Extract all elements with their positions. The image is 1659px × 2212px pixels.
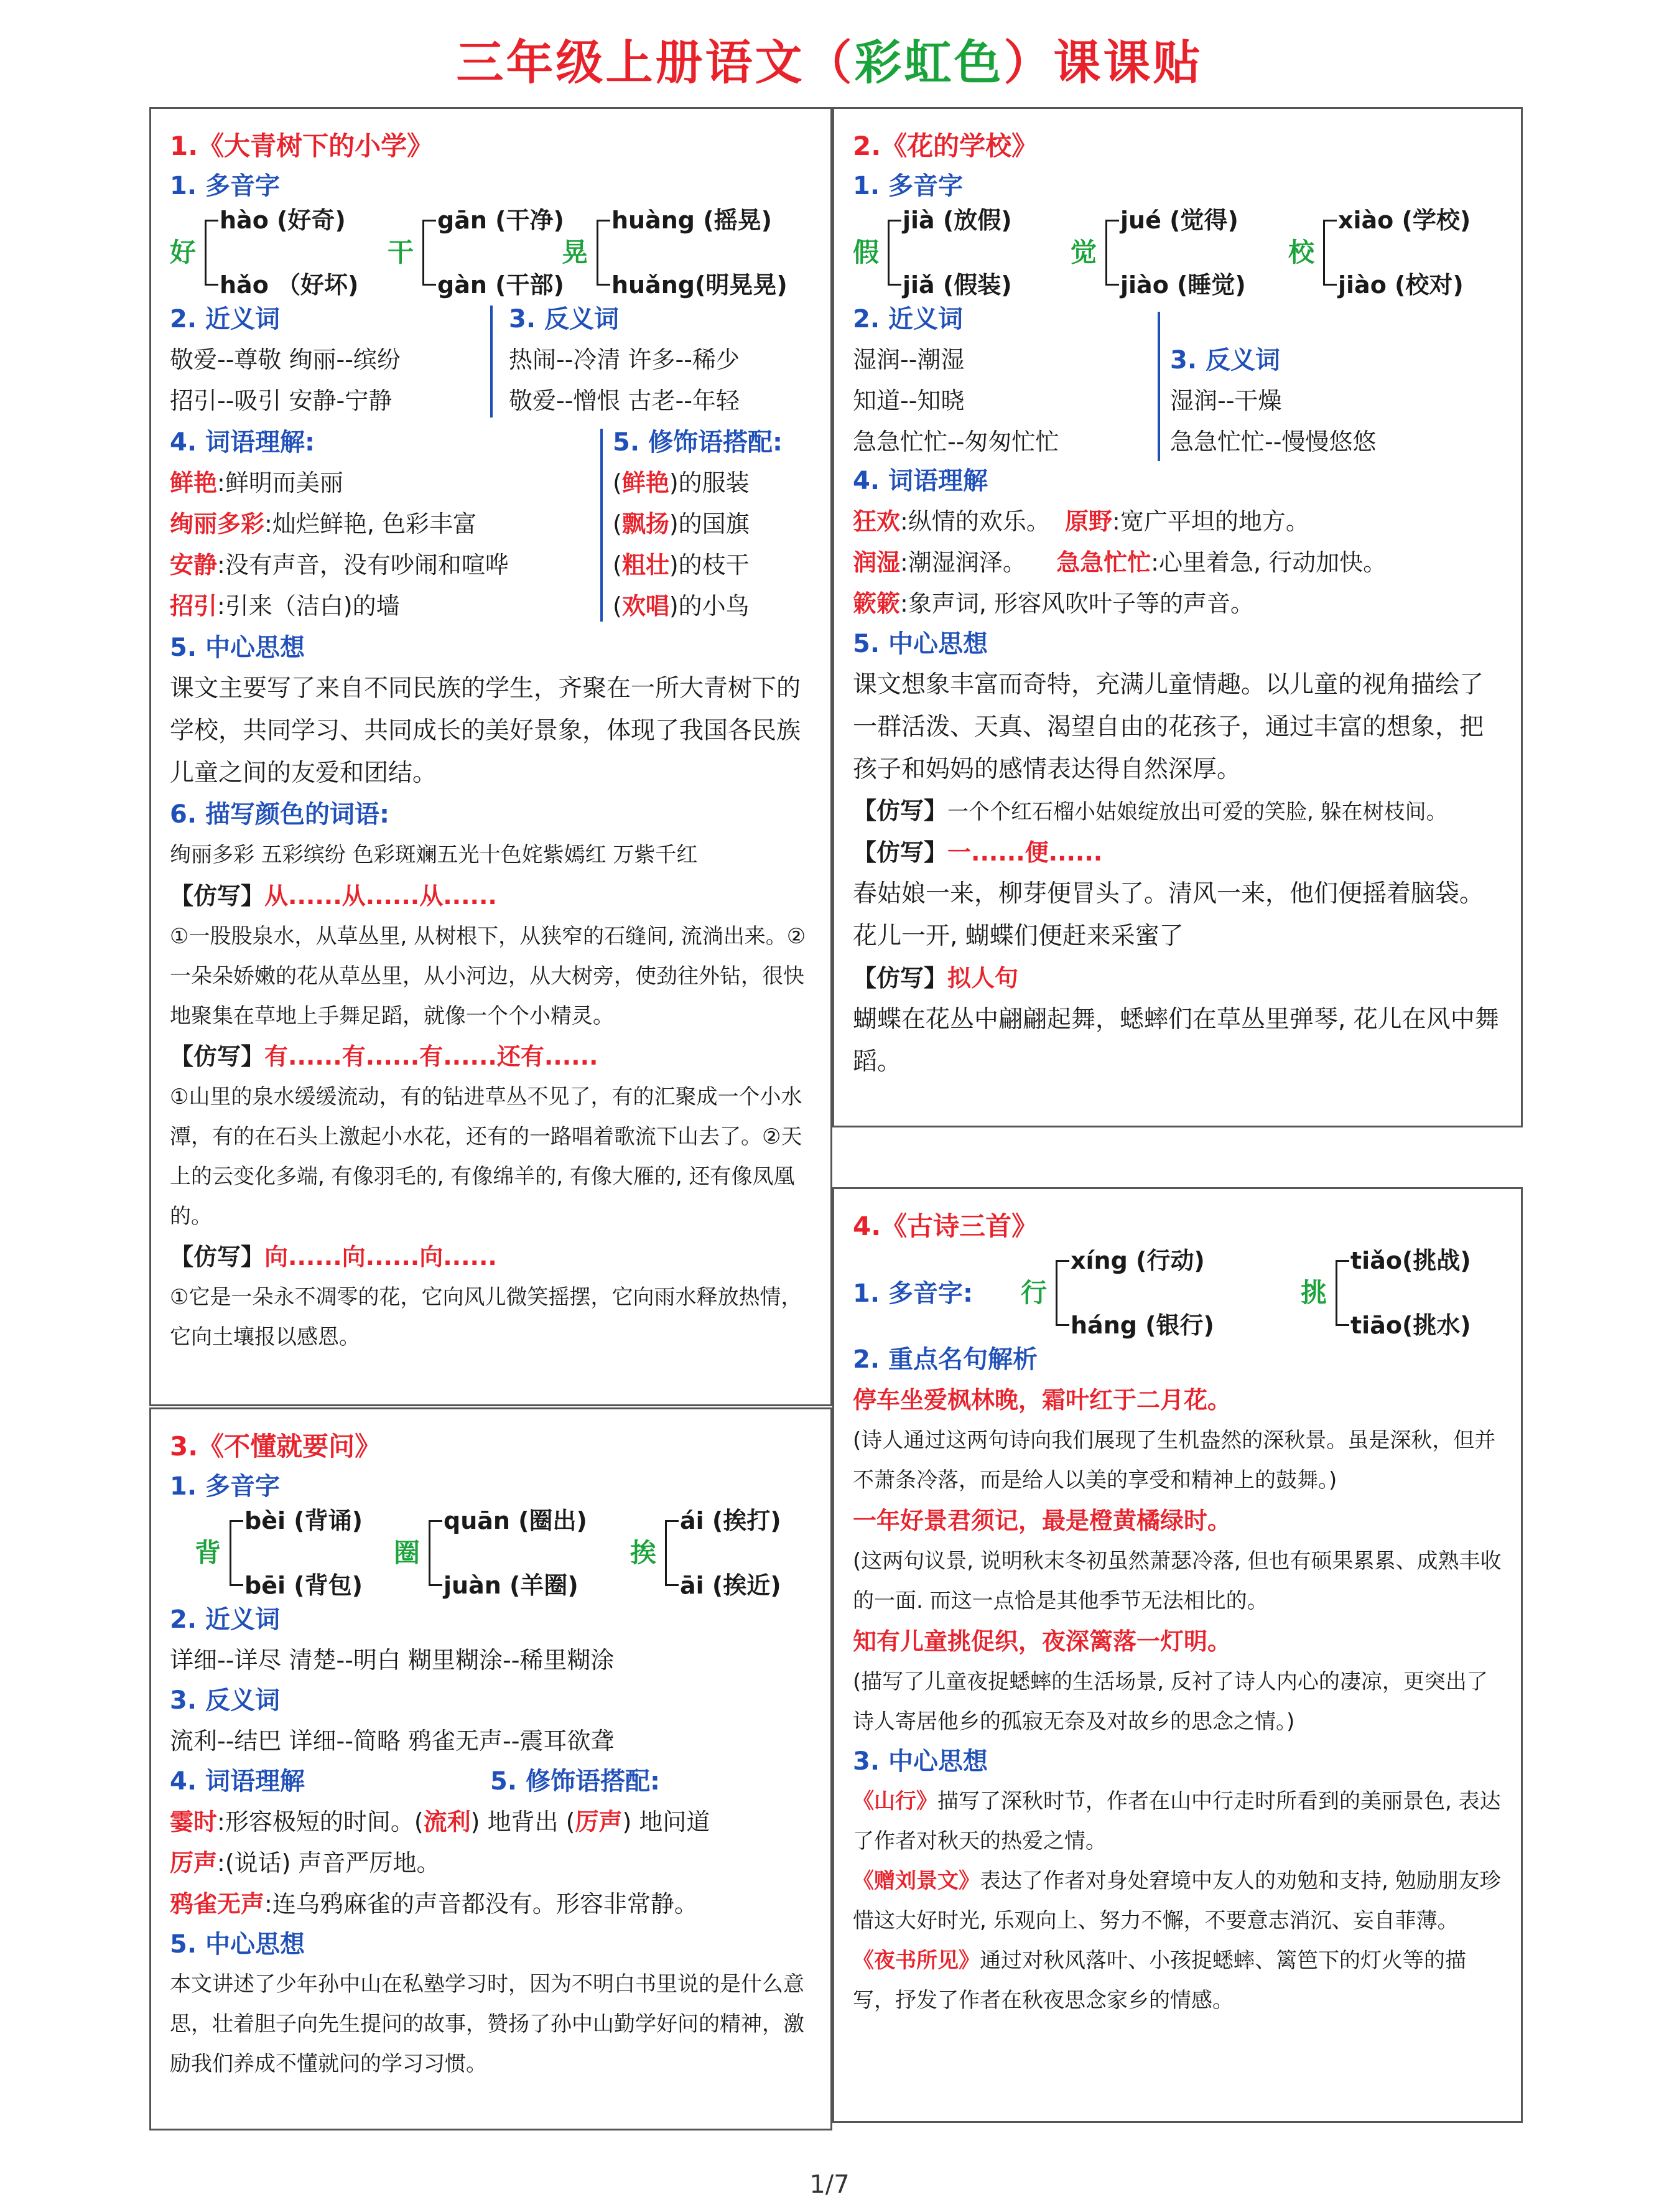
polyphone-reading: háng (银行): [1071, 1312, 1214, 1339]
lesson4-theme-title: 3. 中心思想: [853, 1747, 988, 1776]
modifier-word: 鲜艳: [621, 469, 669, 497]
modifier-word: 流利: [423, 1808, 471, 1836]
imitation-pattern: 有......有......有......还有......: [264, 1043, 598, 1070]
polyphone-char: 圈: [394, 1538, 421, 1568]
lesson2-card: [832, 107, 1523, 1127]
term-definition: :纵情的欢乐。: [900, 508, 1050, 535]
term-definition: :宽广平坦的地方。: [1112, 508, 1309, 535]
imitation-text: ①一股股泉水，从草丛里, 从树根下，从狭窄的石缝间, 流淌出来。②一朵朵娇嫩的花从草丛里，从小河边，从大树旁，使劲往外钻，很快地聚集在草地上手舞足蹈，就像一个个小精灵。: [170, 924, 806, 1029]
imitation-label: 【仿写】: [853, 964, 948, 992]
polyphone-char: 晃: [562, 237, 588, 268]
antonym-line: 湿润--干燥: [1170, 387, 1282, 414]
polyphone-reading: jiǎ (假装): [903, 271, 1012, 299]
modifier-text: 的小鸟: [678, 592, 750, 620]
page-title: 三年级上册语文（彩虹色）课课贴: [456, 35, 1203, 90]
imitation-pattern: 从......从......从......: [264, 882, 497, 910]
modifier-word: 厉声: [575, 1808, 623, 1836]
poem-summary: 描写了深秋时节，作者在山中行走时所看到的美丽景色, 表达了作者对秋天的热爱之情。: [853, 1789, 1501, 1854]
lesson1-theme-title: 5. 中心思想: [170, 633, 305, 662]
synonym-line: 敬爱--尊敬 绚丽--缤纷: [170, 346, 401, 373]
key-line: 停车坐爱枫林晚，霜叶红于二月花。: [853, 1386, 1232, 1414]
page-number: 1/7: [809, 2170, 850, 2199]
term-definition: :潮湿润泽。: [900, 549, 1026, 576]
lesson1-modifier-title: 5. 修饰语搭配:: [613, 428, 783, 457]
term-definition: :形容极短的时间。(: [217, 1808, 424, 1836]
term-definition: :(说话) 声音严厉地。: [217, 1849, 440, 1877]
lesson4-heading: 4.《古诗三首》: [853, 1211, 1038, 1241]
imitation-text: 春姑娘一来，柳芽便冒头了。清风一来，他们便摇着脑袋。花儿一开, 蝴蝶们便赶来采蜜了: [853, 880, 1484, 950]
synonym-line: 湿润--潮湿: [853, 346, 965, 373]
lesson1-word-title: 4. 词语理解:: [170, 428, 315, 457]
lesson2-antonym-title: 3. 反义词: [1170, 346, 1280, 375]
lesson3-theme: 本文讲述了少年孙中山在私塾学习时，因为不明白书里说的是什么意思，壮着胆子向先生提问的故事，赞扬了孙中山勤学好问的精神，激励我们养成不懂就问的学习习惯。: [170, 1972, 804, 2076]
modifier-text: ) 地背出 (: [470, 1808, 575, 1836]
term: 厉声: [170, 1849, 218, 1877]
lesson4-key-title: 2. 重点名句解析: [853, 1345, 1038, 1374]
imitation-label: 【仿写】: [170, 882, 265, 910]
imitation-label: 【仿写】: [853, 797, 948, 824]
term-definition: :象声词, 形容风吹叶子等的声音。: [900, 590, 1254, 617]
imitation-label: 【仿写】: [853, 839, 948, 866]
lesson4-card: [832, 1187, 1523, 2123]
polyphone-reading: jià (放假): [903, 207, 1012, 234]
polyphone-reading: hào (好奇): [220, 207, 346, 234]
imitation-text: 一个个红石榴小姑娘绽放出可爱的笑脸, 躲在树枝间。: [947, 800, 1448, 824]
polyphone-char: 觉: [1071, 237, 1097, 268]
polyphone-reading: jué (觉得): [1120, 207, 1238, 234]
key-line: 知有儿童挑促织，夜深篱落一灯明。: [853, 1628, 1232, 1655]
polyphone-char: 挑: [1301, 1277, 1327, 1308]
polyphone-reading: xíng (行动): [1071, 1247, 1205, 1274]
polyphone-reading: huàng (摇晃): [611, 207, 772, 234]
lesson2-polyphones: [853, 206, 1502, 299]
term: 招引: [170, 592, 218, 620]
lesson3-modifier-title: 5. 修饰语搭配:: [490, 1767, 660, 1796]
polyphone-char: 挨: [630, 1538, 657, 1568]
lesson3-theme-title: 5. 中心思想: [170, 1930, 305, 1959]
poem-summary: 通过对秋风落叶、小孩捉蟋蟀、篱笆下的灯火等的描写，抒发了作者在秋夜思念家乡的情感。: [853, 1948, 1466, 2013]
synonym-line: 招引--吸引 安静-宁静: [170, 387, 393, 414]
key-note: (描写了儿童夜捉蟋蟀的生活场景, 反衬了诗人内心的凄凉，更突出了诗人寄居他乡的孤寂无奈及对故乡的思念之情。): [853, 1669, 1488, 1734]
synonym-line: 详细--详尽 清楚--明白 糊里糊涂--稀里糊涂: [170, 1646, 615, 1674]
lesson1-antonym-title: 3. 反义词: [509, 305, 619, 334]
antonym-line: 急急忙忙--慢慢悠悠: [1170, 428, 1377, 455]
poem-title: 《赠刘景文》: [853, 1869, 980, 1893]
poem-summary: 表达了作者对身处窘境中友人的劝勉和支持, 勉励朋友珍惜这大好时光, 乐观向上、努力不懈，不要意志消沉、妄自菲薄。: [853, 1869, 1501, 1933]
polyphone-reading: tiāo(挑水): [1350, 1312, 1471, 1339]
polyphone-reading: bēi (背包): [244, 1572, 363, 1599]
polyphone-reading: xiào (学校): [1338, 207, 1471, 234]
modifier-word: 粗壮: [621, 551, 669, 579]
term-definition: :灿烂鲜艳, 色彩丰富: [264, 510, 476, 538]
poem-title: 《夜书所见》: [853, 1948, 980, 1973]
lesson2-synonym-title: 2. 近义词: [853, 305, 963, 334]
lesson1-synonym-title: 2. 近义词: [170, 305, 280, 334]
key-note: (这两句议景, 说明秋末冬初虽然萧瑟冷落, 但也有硕果累累、成熟丰收的一面. 而这一点恰是其他季节无法相比的。: [853, 1549, 1502, 1613]
term: 霎时: [170, 1808, 218, 1836]
modifier-text: 的枝干: [678, 551, 750, 579]
polyphone-reading: tiǎo(挑战): [1350, 1247, 1471, 1274]
key-note: (诗人通过这两句诗向我们展现了生机盎然的深秋景。虽是深秋，但并不萧条冷落，而是给人以美的享受和精神上的鼓舞。): [853, 1428, 1496, 1493]
lesson3-polyphone-title: 1. 多音字: [170, 1472, 280, 1501]
lesson2-word-title: 4. 词语理解: [853, 467, 988, 495]
term: 安静: [170, 551, 218, 579]
lesson1-color-words: 绚丽多彩 五彩缤纷 色彩斑斓五光十色姹紫嫣红 万紫千红: [170, 842, 698, 867]
polyphone-reading: jiào (校对): [1338, 271, 1464, 299]
imitation-text: 蝴蝶在花丛中翩翩起舞，蟋蟀们在草丛里弹琴, 花儿在风中舞蹈。: [853, 1006, 1499, 1076]
polyphone-reading: bèi (背诵): [244, 1507, 363, 1534]
polyphone-reading: quān (圈出): [444, 1507, 587, 1534]
imitation-text: ①山里的泉水缓缓流动，有的钻进草丛不见了，有的汇聚成一个小水潭，有的在石头上激起小水花，还有的一路唱着歌流下山去了。②天上的云变化多端, 有像羽毛的, 有像绵羊的, 有像大雁的, 还有像凤凰的。: [170, 1085, 802, 1229]
lesson1-polyphone-title: 1. 多音字: [170, 172, 280, 200]
synonym-line: 知道--知晓: [853, 387, 965, 414]
lesson1-theme: 课文主要写了来自不同民族的学生，齐聚在一所大青树下的学校，共同学习、共同成长的美好景象，体现了我国各民族儿童之间的友爱和团结。: [170, 674, 801, 787]
imitation-label: 【仿写】: [170, 1043, 265, 1070]
lesson2-polyphone-title: 1. 多音字: [853, 172, 963, 200]
antonym-line: 流利--结巴 详细--简略 鸦雀无声--震耳欲聋: [170, 1727, 615, 1755]
polyphone-reading: jiào (睡觉): [1120, 271, 1246, 299]
polyphone-char: 干: [388, 237, 414, 268]
term: 原野: [1065, 508, 1113, 535]
imitation-pattern: 拟人句: [947, 964, 1019, 992]
imitation-label: 【仿写】: [170, 1243, 265, 1271]
term-definition: :引来（洁白)的墙: [217, 592, 400, 620]
lesson2-theme: 课文想象丰富而奇特，充满儿童情趣。以儿童的视角描绘了一群活泼、天真、渴望自由的花孩子，通过丰富的想象，把孩子和妈妈的感情表达得自然深厚。: [853, 671, 1484, 783]
term: 鲜艳: [170, 469, 218, 497]
lesson2-heading: 2.《花的学校》: [853, 131, 1038, 161]
lesson4-polyphones: [853, 1246, 1502, 1340]
term: 簌簌: [853, 590, 901, 617]
modifier-word: 飘扬: [621, 510, 669, 538]
lesson3-card: [149, 1407, 832, 2130]
polyphone-reading: āi (挨近): [680, 1572, 781, 1599]
modifier-text: 的服装: [678, 469, 750, 497]
polyphone-reading: gàn (干部): [437, 271, 564, 299]
lesson1-color-title: 6. 描写颜色的词语:: [170, 800, 389, 829]
imitation-pattern: 一......便......: [947, 839, 1103, 866]
imitation-text: ①它是一朵永不凋零的花，它向风儿微笑摇摆，它向雨水释放热情，它向土壤报以感恩。: [170, 1285, 802, 1350]
synonym-line: 急急忙忙--匆匆忙忙: [853, 428, 1059, 455]
poem-title: 《山行》: [853, 1789, 937, 1814]
modifier-word: 欢唱: [621, 592, 669, 620]
lesson3-synonym-title: 2. 近义词: [170, 1605, 280, 1634]
key-line: 一年好景君须记，最是橙黄橘绿时。: [853, 1507, 1232, 1534]
lesson3-polyphones: [170, 1506, 812, 1600]
term: 鸦雀无声: [170, 1890, 265, 1918]
lesson3-antonym-title: 3. 反义词: [170, 1686, 280, 1715]
modifier-text: ) 地问道: [622, 1808, 710, 1836]
term: 急急忙忙: [1056, 549, 1151, 576]
lesson3-word-title: 4. 词语理解: [170, 1767, 305, 1796]
lesson1-heading: 1.《大青树下的小学》: [170, 131, 434, 161]
antonym-line: 敬爱--憎恨 古老--年轻: [509, 387, 740, 414]
lesson3-heading: 3.《不懂就要问》: [170, 1431, 381, 1462]
polyphone-reading: gān (干净): [437, 207, 564, 234]
term-definition: :连乌鸦麻雀的声音都没有。形容非常静。: [264, 1890, 698, 1918]
term-definition: :没有声音，没有吵闹和喧哗: [217, 551, 509, 579]
polyphone-char: 假: [853, 237, 880, 268]
polyphone-char: 背: [195, 1538, 221, 1568]
modifier-text: 的国旗: [678, 510, 750, 538]
polyphone-reading: huǎng(明晃晃): [611, 271, 788, 299]
term: 狂欢: [853, 508, 901, 535]
term: 绚丽多彩: [170, 510, 265, 538]
antonym-line: 热闹--冷清 许多--稀少: [509, 346, 740, 373]
lesson2-theme-title: 5. 中心思想: [853, 630, 988, 658]
lesson1-card: 1.《大青树下的小学》 1. 多音字 好 hào (好奇) hǎo （好坏) 干 gān (干净) gàn (干部) 晃 huàng (摇晃) huǎng(明晃晃) 2. 近义词 敬爱--尊敬 绚丽--缤纷 招引--吸引 安静-宁静 3. 反义词 热闹--冷清 许多--稀少 敬爱--憎恨 古老--年轻 4. 词语理解: 鲜艳:鲜明而美丽 绚丽多彩:灿烂鲜艳, 色彩丰富 安静:没有声音，没有吵闹和喧哗 招引:引来（洁白)的墙 5. 修饰语搭配: (鲜艳)的服装 (飘扬)的国旗 (粗壮)的枝干 (欢唱)的小鸟 5. 中心思想 课文主要写了来自不同民族的学生，齐聚在一所大青树下的学校，共同学习、共同成长的美好景象，体现了我国各民族儿童之间的友爱和团结。 6. 描写颜色的词语: 绚丽多彩 五彩缤纷 色彩斑斓五光十色姹紫嫣红 万紫千红 【仿写】从......从......从...... ①一股股泉水，从草丛里, 从树根下，从狭窄的石缝间, 流淌出来。②一朵朵娇嫩的花从草丛里，从小河边，从大树旁，使劲往外钻，很快地聚集在草地上手舞足蹈，就像一个个小精灵。 【仿写】有......有......有......还有...... ①山里的泉水缓缓流动，有的钻进草丛不见了，有的汇聚成一个小水潭，有的在石头上激起小水花，还有的一路唱着歌流下山去了。②天上的云变化多端, 有像羽毛的, 有像绵羊的, 有像大雁的, 还有像凤凰的。 【仿写】向......向......向...... ①它是一朵永不凋零的花，它向风儿微笑摇摆，它向雨水释放热情，它向土壤报以感恩。: [149, 107, 832, 1406]
term-definition: :心里着急, 行动加快。: [1151, 549, 1387, 576]
imitation-pattern: 向......向......向......: [264, 1243, 497, 1271]
polyphone-char: 好: [170, 237, 197, 268]
lesson1-polyphones: [170, 206, 812, 299]
term: 润湿: [853, 549, 901, 576]
lesson4-polyphone-title: 1. 多音字:: [853, 1279, 973, 1308]
polyphone-reading: juàn (羊圈): [444, 1572, 579, 1599]
polyphone-char: 行: [1021, 1277, 1048, 1308]
term-definition: :鲜明而美丽: [217, 469, 343, 497]
polyphone-char: 校: [1288, 237, 1315, 268]
polyphone-reading: hǎo （好坏): [220, 271, 359, 299]
polyphone-reading: ái (挨打): [680, 1507, 781, 1534]
